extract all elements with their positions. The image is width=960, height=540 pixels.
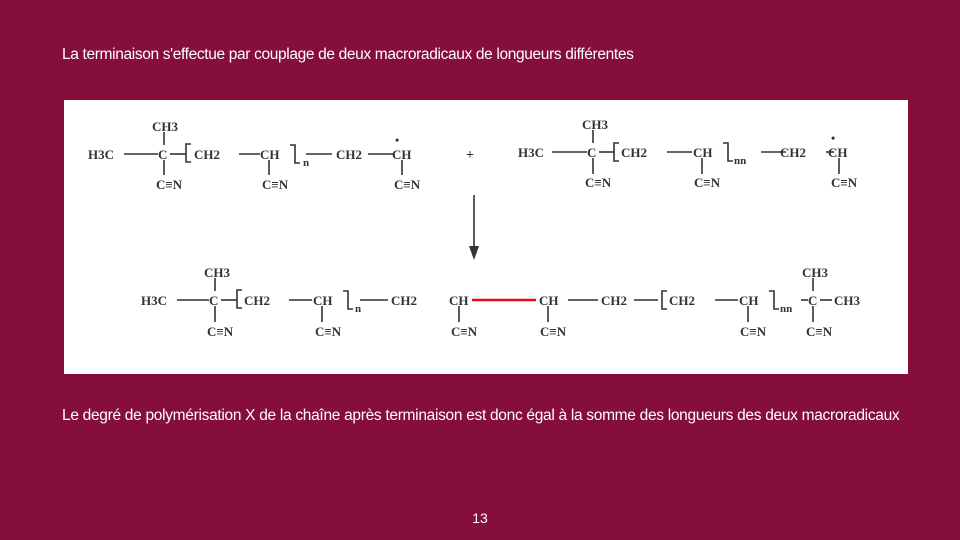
nitrile-label: C≡N [262,177,289,192]
plus-sign: + [466,148,474,163]
repeat-index-n: n [303,157,310,169]
nitrile-label: C≡N [207,324,234,339]
nitrile-label: C≡N [585,175,612,190]
ch2-label: CH2 [780,145,806,160]
quaternary-c-label: C [209,293,219,308]
repeat-index-nn: nn [780,303,793,315]
slide-body-text: Le degré de polymérisation X de la chaîne après terminaison est donc égal à la somme des longueurs des deux macroradicaux [62,407,900,424]
ch2-label: CH2 [391,293,417,308]
nitrile-label: C≡N [806,324,833,339]
nitrile-label: C≡N [540,324,567,339]
ch2-label: CH2 [336,147,362,162]
h3c-label: H3C [518,145,544,160]
radical-dot: • [395,133,400,147]
ch3-top-label: CH3 [582,117,608,132]
reaction-arrow-head [469,246,479,260]
nitrile-label: C≡N [156,177,183,192]
repeat-index-n: n [355,303,362,315]
nitrile-label: C≡N [740,324,767,339]
ch2-label: CH2 [244,293,270,308]
repeat-index-nn: nn [734,155,747,167]
ch3-top-label: CH3 [802,265,828,280]
radical-ch-label: CH [828,145,848,160]
quaternary-c-label: C [587,145,597,160]
ch-label: CH [260,147,280,162]
radical-dot: • [831,131,836,145]
nitrile-label: C≡N [394,177,421,192]
reaction-scheme-figure [64,100,908,374]
ch3-end-label: CH3 [834,293,860,308]
reaction-scheme-svg [64,100,908,374]
ch3-top-label: CH3 [152,119,178,134]
ch-label: CH [449,293,469,308]
h3c-label: H3C [141,293,167,308]
nitrile-label: C≡N [831,175,858,190]
ch-label: CH [539,293,559,308]
ch2-label: CH2 [621,145,647,160]
radical-ch-label: CH [392,147,412,162]
ch3-top-label: CH3 [204,265,230,280]
nitrile-label: C≡N [694,175,721,190]
ch-label: CH [313,293,333,308]
h3c-label: H3C [88,147,114,162]
coupled-product [141,265,861,339]
ch-label: CH [739,293,759,308]
nitrile-label: C≡N [315,324,342,339]
macroradical-left [88,119,421,192]
ch2-label: CH2 [601,293,627,308]
quaternary-c-label: C [808,293,818,308]
slide-heading: La terminaison s'effectue par couplage de deux macroradicaux de longueurs différentes [62,46,634,63]
ch-label: CH [693,145,713,160]
ch2-label: CH2 [194,147,220,162]
page-number: 13 [472,510,488,526]
ch2-label: CH2 [669,293,695,308]
quaternary-c-label: C [158,147,168,162]
macroradical-right [518,117,858,190]
nitrile-label: C≡N [451,324,478,339]
